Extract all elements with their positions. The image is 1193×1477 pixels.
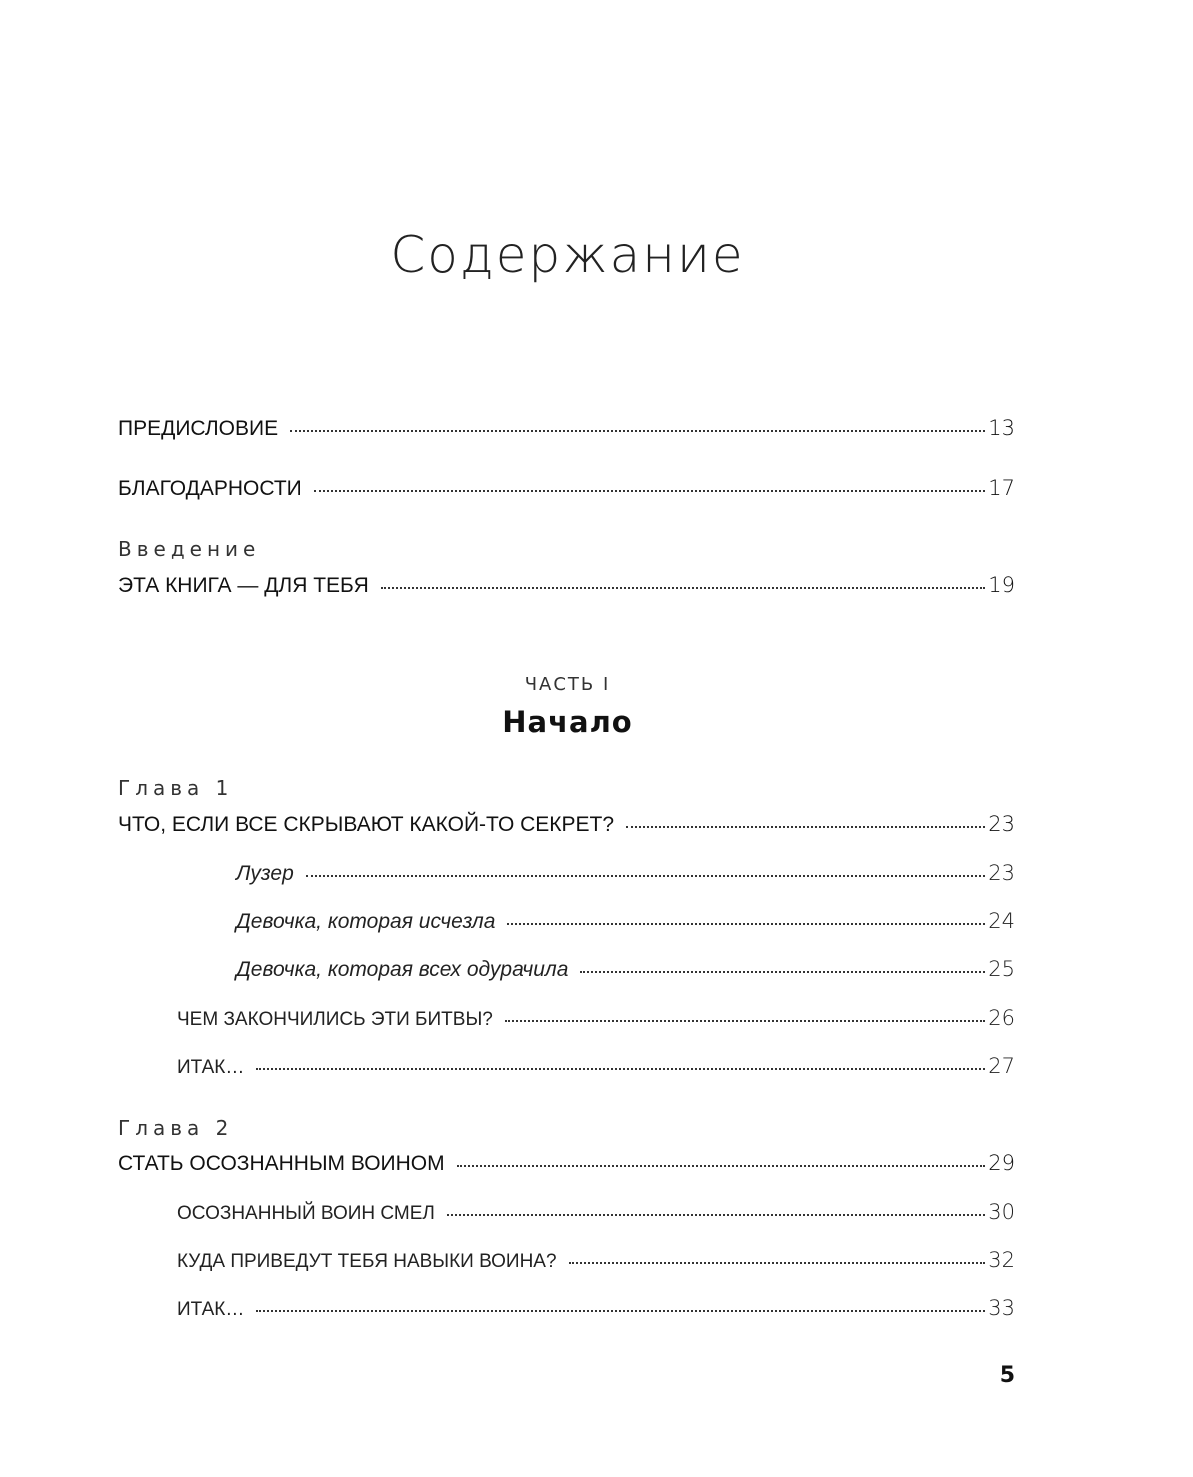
toc-entry-page: 13 bbox=[988, 416, 1015, 440]
toc-entry-label: ИТАК… bbox=[177, 1299, 245, 1320]
toc-entry-label: ЧЕМ ЗАКОНЧИЛИСЬ ЭТИ БИТВЫ? bbox=[177, 1009, 493, 1030]
toc-entry-intro[interactable] bbox=[118, 575, 1015, 596]
page-title: Содержание bbox=[390, 226, 745, 284]
chapter-heading: Глава 2 bbox=[118, 1116, 234, 1140]
toc-entry-section[interactable] bbox=[177, 1202, 1015, 1223]
toc-entry-subsection[interactable] bbox=[236, 863, 1015, 884]
dot-leader bbox=[306, 875, 985, 877]
chapter-heading: Глава 1 bbox=[118, 776, 234, 800]
toc-entry-page: 24 bbox=[988, 909, 1015, 933]
toc-entry-page: 32 bbox=[988, 1248, 1015, 1272]
toc-entry-section[interactable] bbox=[177, 1056, 1015, 1077]
dot-leader bbox=[626, 826, 985, 828]
dot-leader bbox=[256, 1068, 985, 1070]
toc-entry-page: 29 bbox=[988, 1151, 1015, 1175]
dot-leader bbox=[381, 587, 986, 589]
toc-entry-subsection[interactable] bbox=[236, 959, 1015, 980]
intro-heading: Введение bbox=[118, 537, 261, 561]
toc-entry-label: КУДА ПРИВЕДУТ ТЕБЯ НАВЫКИ ВОИНА? bbox=[177, 1251, 557, 1272]
toc-entry-label: СТАТЬ ОСОЗНАННЫМ ВОИНОМ bbox=[118, 1152, 445, 1175]
dot-leader bbox=[457, 1165, 986, 1167]
dot-leader bbox=[580, 971, 985, 973]
page-number: 5 bbox=[999, 1363, 1015, 1388]
dot-leader bbox=[290, 430, 985, 432]
toc-entry-acknowledgements[interactable] bbox=[118, 478, 1015, 499]
toc-entry-page: 33 bbox=[988, 1296, 1015, 1320]
toc-entry-section[interactable] bbox=[177, 1250, 1015, 1271]
toc-entry-label: ОСОЗНАННЫЙ ВОИН СМЕЛ bbox=[177, 1203, 435, 1224]
toc-entry-page: 19 bbox=[988, 573, 1015, 597]
toc-entry-page: 27 bbox=[988, 1054, 1015, 1078]
toc-entry-chapter-2[interactable] bbox=[118, 1153, 1015, 1174]
dot-leader bbox=[447, 1214, 985, 1216]
part-label: ЧАСТЬ I bbox=[524, 674, 611, 695]
toc-entry-page: 26 bbox=[988, 1006, 1015, 1030]
toc-entry-page: 23 bbox=[988, 812, 1015, 836]
toc-entry-chapter-1[interactable] bbox=[118, 814, 1015, 835]
toc-entry-label: ЧТО, ЕСЛИ ВСЕ СКРЫВАЮТ КАКОЙ-ТО СЕКРЕТ? bbox=[118, 813, 615, 836]
dot-leader bbox=[507, 923, 985, 925]
toc-entry-page: 23 bbox=[988, 861, 1015, 885]
toc-entry-subsection[interactable] bbox=[236, 911, 1015, 932]
dot-leader bbox=[505, 1020, 985, 1022]
toc-entry-preface[interactable] bbox=[118, 418, 1015, 439]
dot-leader bbox=[314, 490, 986, 492]
toc-entry-page: 25 bbox=[988, 957, 1015, 981]
toc-entry-label: БЛАГОДАРНОСТИ bbox=[118, 477, 302, 500]
toc-entry-page: 30 bbox=[988, 1200, 1015, 1224]
toc-entry-section[interactable] bbox=[177, 1008, 1015, 1029]
toc-entry-section[interactable] bbox=[177, 1298, 1015, 1319]
toc-entry-label: ЭТА КНИГА — ДЛЯ ТЕБЯ bbox=[118, 574, 369, 597]
toc-entry-label: Девочка, которая всех одурачила bbox=[236, 958, 569, 981]
toc-entry-page: 17 bbox=[988, 476, 1015, 500]
dot-leader bbox=[569, 1262, 986, 1264]
toc-entry-label: ПРЕДИСЛОВИЕ bbox=[118, 417, 279, 440]
dot-leader bbox=[256, 1310, 985, 1312]
toc-entry-label: ИТАК… bbox=[177, 1057, 245, 1078]
toc-entry-label: Лузер bbox=[236, 862, 294, 885]
toc-entry-label: Девочка, которая исчезла bbox=[236, 910, 496, 933]
part-title: Начало bbox=[502, 705, 633, 739]
